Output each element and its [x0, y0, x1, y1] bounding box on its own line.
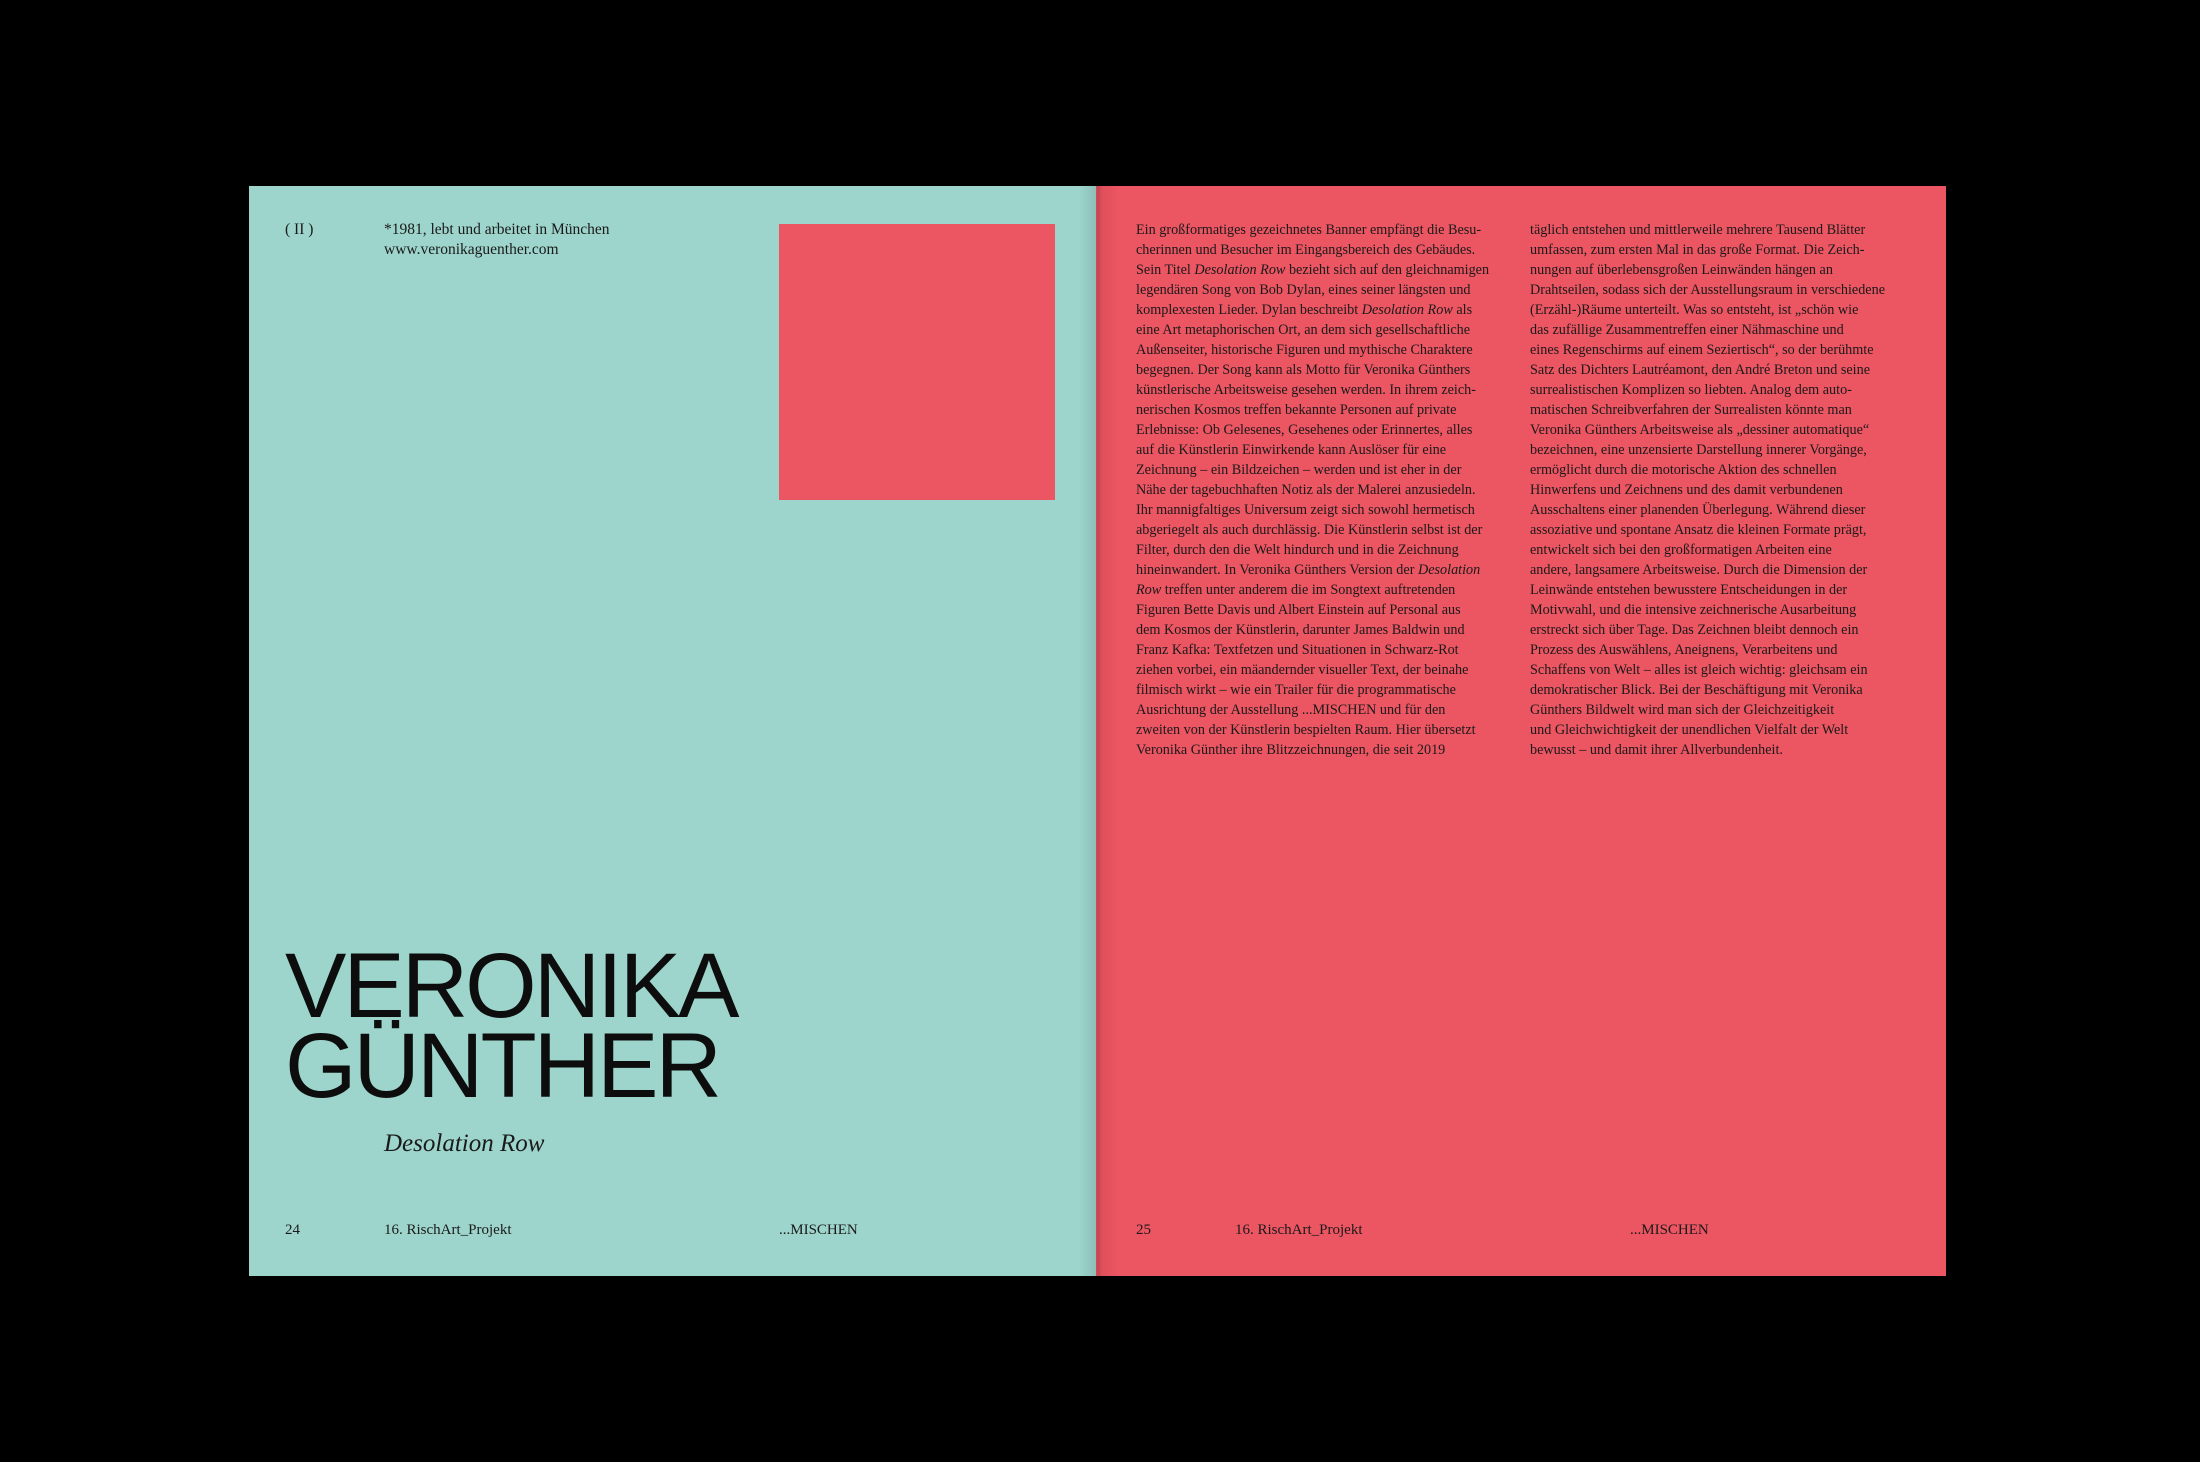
text-line: abgeriegelt als auch durchlässig. Die Künstlerin selbst ist der [1136, 522, 1483, 538]
text-line: auf die Künstlerin Einwirkende kann Auslöser für eine [1136, 442, 1447, 458]
text-line: ziehen vorbei, ein mäandernder visueller Text, der beinahe [1136, 662, 1469, 678]
text-line: Sein Titel Desolation Row bezieht sich auf den gleichnamigen [1136, 262, 1490, 278]
text-line: entwickelt sich bei den großformatigen Arbeiten eine [1530, 542, 1832, 558]
work-title: Desolation Row [384, 1130, 545, 1157]
text-line: (Erzähl-)Räume unterteilt. Was so entsteht, ist „schön wie [1530, 302, 1859, 318]
text-line: cherinnen und Besucher im Eingangsbereich des Gebäudes. [1136, 242, 1476, 258]
text-line: Günthers Bildwelt wird man sich der Gleichzeitigkeit [1530, 702, 1835, 718]
text-line: Außenseiter, historische Figuren und mythische Charaktere [1136, 342, 1473, 358]
project-name: 16. RischArt_Projekt [384, 1222, 512, 1238]
text-line: Erlebnisse: Ob Gelesenes, Gesehenes oder Erinnertes, alles [1136, 422, 1473, 438]
text-line: hineinwandert. In Veronika Günthers Version der Desolation [1136, 562, 1481, 578]
text-line: assoziative und spontane Ansatz die kleinen Formate prägt, [1530, 522, 1867, 538]
text-line: Row treffen unter anderem die im Songtext auftretenden [1136, 582, 1456, 598]
text-line: Drahtseilen, sodass sich der Ausstellungsraum in verschiedene [1530, 282, 1885, 298]
bio-line: *1981, lebt und arbeitet in München [384, 221, 610, 238]
text-line: eines Regenschirms auf einem Seziertisch“, so der berühmte [1530, 342, 1874, 358]
artist-last-name: GÜNTHER [285, 1015, 719, 1117]
text-line: Ein großformatiges gezeichnetes Banner empfängt die Besu- [1136, 222, 1482, 238]
text-line: Ausschaltens einer planenden Überlegung. Während dieser [1530, 502, 1866, 518]
text-line: filmisch wirkt – wie ein Trailer für die programmatische [1136, 682, 1456, 698]
artist-first-name: VERONIKA [285, 935, 737, 1037]
text-line: Hinwerfens und Zeichnens und des damit verbundenen [1530, 482, 1843, 498]
text-line: nerischen Kosmos treffen bekannte Personen auf private [1136, 402, 1457, 418]
text-line: nungen auf überlebensgroßen Leinwänden hängen an [1530, 262, 1833, 278]
text-line: das zufällige Zusammentreffen einer Nähmaschine und [1530, 322, 1844, 338]
text-line: täglich entstehen und mittlerweile mehrere Tausend Blätter [1530, 222, 1866, 238]
text-line: Veronika Günther ihre Blitzzeichnungen, die seit 2019 [1136, 742, 1446, 758]
section-marker: ( II ) [285, 221, 314, 238]
text-line: legendären Song von Bob Dylan, eines seiner längsten und [1136, 282, 1471, 298]
text-line: umfassen, zum ersten Mal in das große Format. Die Zeich- [1530, 242, 1865, 258]
accent-square [779, 224, 1055, 500]
text-line: erstreckt sich über Tage. Das Zeichnen bleibt dennoch ein [1530, 622, 1859, 638]
exhibition-name: ...MISCHEN [779, 1222, 858, 1238]
text-line: matischen Schreibverfahren der Surrealisten könnte man [1530, 402, 1852, 418]
text-line: Filter, durch den die Welt hindurch und in die Zeichnung [1136, 542, 1459, 558]
text-line: zweiten von der Künstlerin bespielten Raum. Hier übersetzt [1136, 722, 1476, 738]
text-line: und Gleichwichtigkeit der unendlichen Vielfalt der Welt [1530, 722, 1849, 738]
text-line: Prozess des Auswählens, Aneignens, Verarbeitens und [1530, 642, 1838, 658]
text-line: bewusst – und damit ihrer Allverbundenheit. [1530, 742, 1783, 758]
text-line: eine Art metaphorischen Ort, an dem sich gesellschaftliche [1136, 322, 1471, 338]
spine-shadow [1078, 186, 1118, 1276]
text-line: komplexesten Lieder. Dylan beschreibt Desolation Row als [1136, 302, 1473, 318]
text-line: Leinwände entstehen bewusstere Entscheidungen in der [1530, 582, 1848, 598]
text-line: ermöglicht durch die motorische Aktion des schnellen [1530, 462, 1837, 478]
text-line: dem Kosmos der Künstlerin, darunter James Baldwin und [1136, 622, 1465, 638]
text-line: Satz des Dichters Lautréamont, den André Breton und seine [1530, 362, 1871, 378]
text-line: demokratischer Blick. Bei der Beschäftigung mit Veronika [1530, 682, 1863, 698]
text-line: Schaffens von Welt – alles ist gleich wichtig: gleichsam ein [1530, 662, 1868, 678]
artist-name [285, 935, 737, 1117]
text-line: Motivwahl, und die intensive zeichnerische Ausarbeitung [1530, 602, 1857, 618]
text-line: Nähe der tagebuchhaften Notiz als der Malerei anzusiedeln. [1136, 482, 1476, 498]
page-number: 25 [1136, 1222, 1151, 1238]
text-line: Figuren Bette Davis und Albert Einstein auf Personal aus [1136, 602, 1461, 618]
project-name: 16. RischArt_Projekt [1235, 1222, 1363, 1238]
text-line: Zeichnung – ein Bildzeichen – werden und ist eher in der [1136, 462, 1462, 478]
page-number: 24 [285, 1222, 300, 1238]
artist-bio [384, 220, 610, 260]
text-line: künstlerische Arbeitsweise gesehen werden. In ihrem zeich- [1136, 382, 1476, 398]
text-line: Veronika Günthers Arbeitsweise als „dessiner automatique“ [1530, 422, 1870, 438]
text-line: Franz Kafka: Textfetzen und Situationen in Schwarz-Rot [1136, 642, 1459, 658]
body-column-2 [1530, 220, 1904, 760]
left-page [249, 186, 1096, 1276]
text-line: bezeichnen, eine unzensierte Darstellung innerer Vorgänge, [1530, 442, 1867, 458]
text-line: surrealistischen Komplizen so liebten. Analog dem auto- [1530, 382, 1852, 398]
exhibition-name: ...MISCHEN [1630, 1222, 1709, 1238]
text-line: Ihr mannigfaltiges Universum zeigt sich sowohl hermetisch [1136, 502, 1475, 518]
body-column-1 [1136, 220, 1510, 760]
text-line: begegnen. Der Song kann als Motto für Veronika Günthers [1136, 362, 1471, 378]
right-page [1096, 186, 1946, 1276]
text-line: andere, langsamere Arbeitsweise. Durch die Dimension der [1530, 562, 1868, 578]
text-line: Ausrichtung der Ausstellung ...MISCHEN und für den [1136, 702, 1446, 718]
website-link[interactable]: www.veronikaguenther.com [384, 241, 559, 258]
